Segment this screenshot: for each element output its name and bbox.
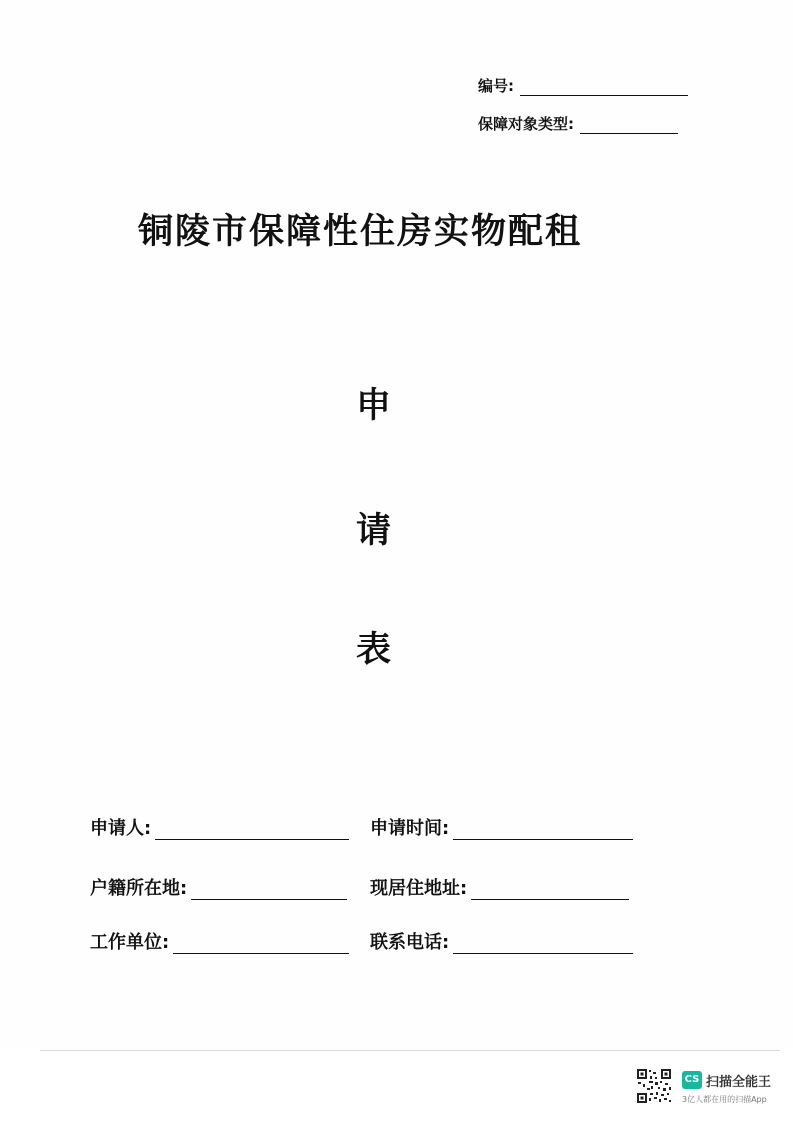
page-bottom-edge [40,1050,780,1051]
current-address-field [370,874,629,900]
phone-field [370,928,633,954]
scanner-app-slogan: 3亿人都在用的扫描App [682,1095,767,1104]
household-location-blank-line [191,883,347,900]
recipient-type-blank-line [580,119,678,134]
apply-time-label: 申请时间: [370,818,450,839]
household-location-label: 户籍所在地: [90,878,188,899]
work-unit-field [90,928,349,954]
apply-time-blank-line [453,823,633,840]
current-address-label: 现居住地址: [370,878,468,899]
phone-label: 联系电话: [370,932,450,953]
applicant-label: 申请人: [90,818,152,839]
title-char-qing: 请 [356,511,392,551]
scanner-app-name: 扫描全能王 [706,1075,772,1090]
number-label: 编号: [478,77,514,95]
title-char-shen: 申 [356,386,392,426]
household-location-field [90,874,347,900]
recipient-type-field [478,113,678,134]
applicant-blank-line [155,823,349,840]
work-unit-label: 工作单位: [90,932,170,953]
document-title: 铜陵市保障性住房实物配租 [138,212,583,252]
title-char-biao: 表 [356,630,392,670]
scanner-watermark [636,1068,786,1110]
recipient-type-label: 保障对象类型: [478,115,574,133]
current-address-blank-line [471,883,629,900]
apply-time-field [370,814,633,840]
cs-logo-badge: CS [682,1071,702,1089]
work-unit-blank-line [173,937,349,954]
phone-blank-line [453,937,633,954]
number-blank-line [520,81,688,96]
qr-code-icon [636,1068,672,1104]
applicant-field [90,814,349,840]
number-field [478,75,688,96]
